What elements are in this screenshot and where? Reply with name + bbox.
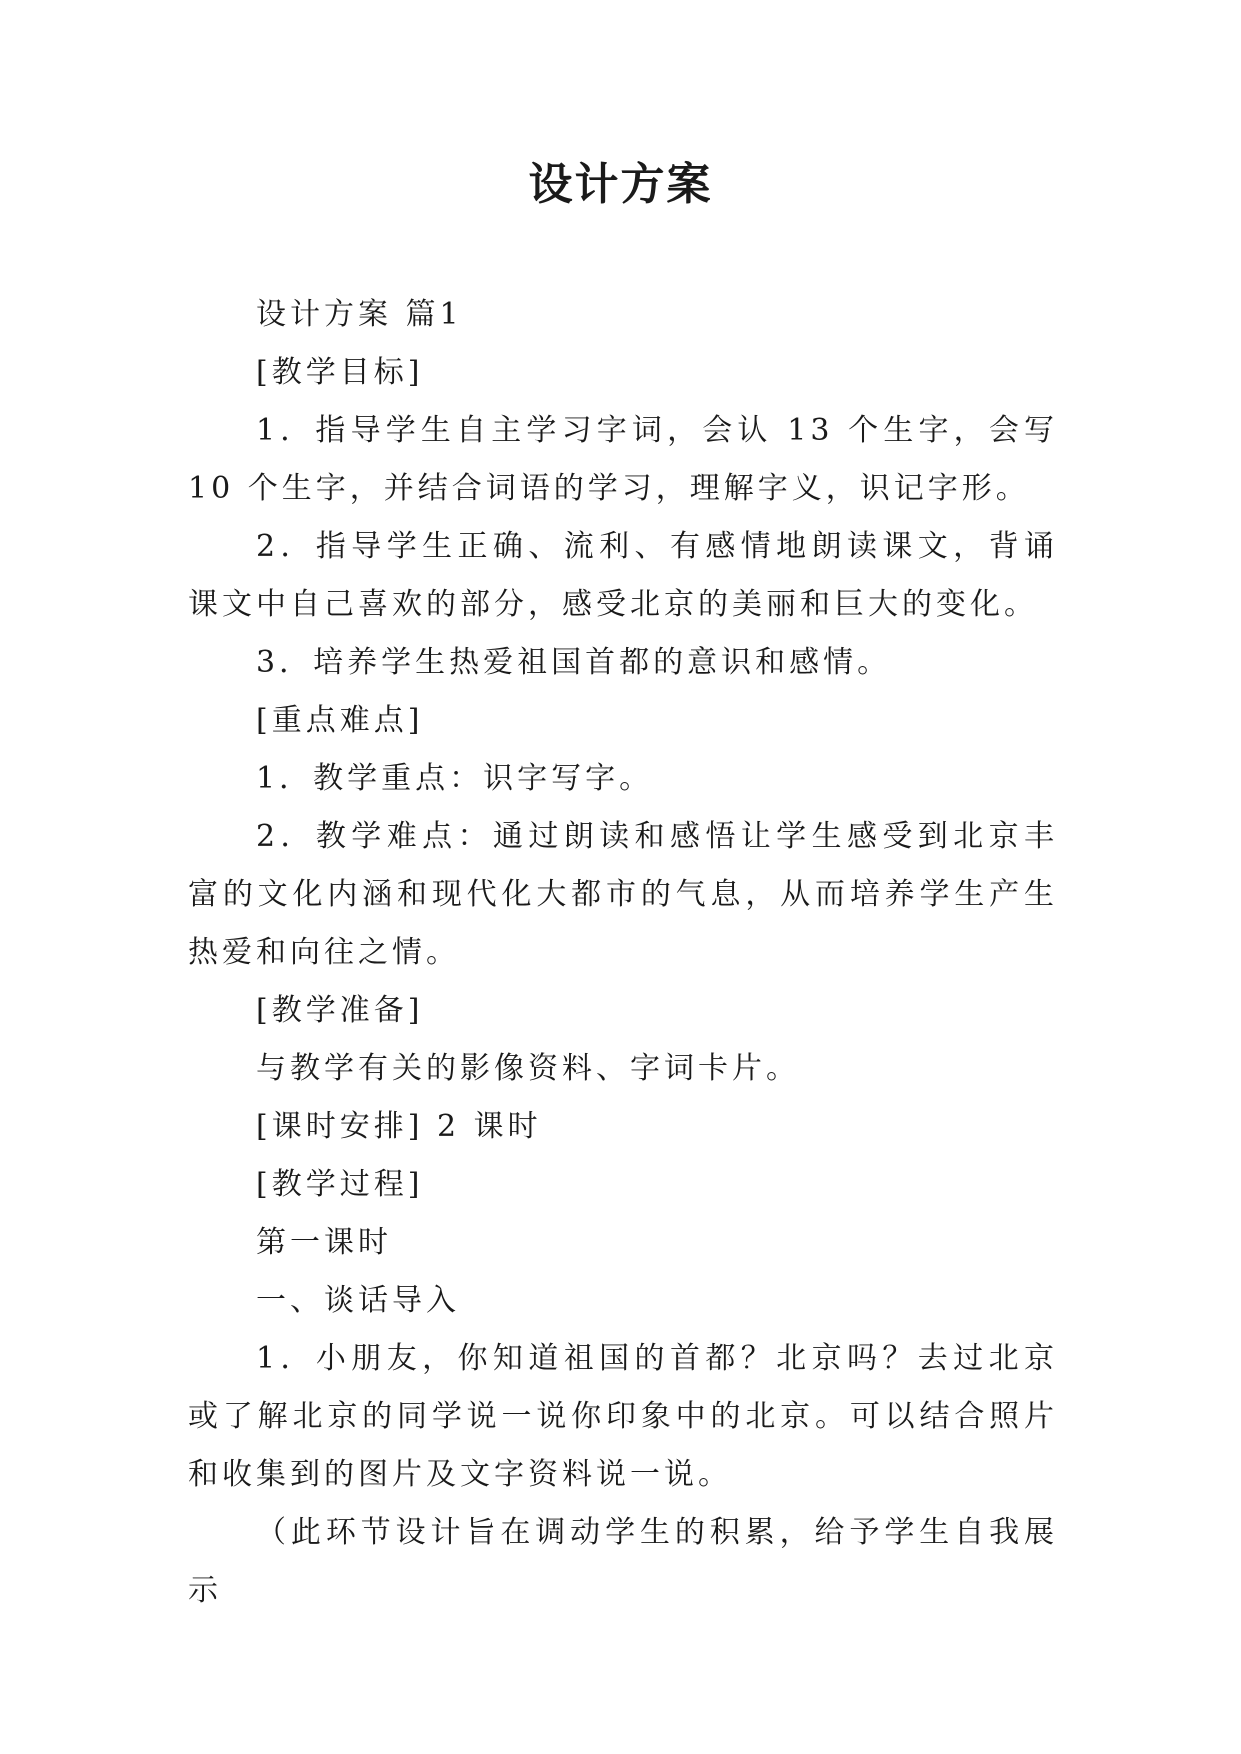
paragraph-intro-note: （此环节设计旨在调动学生的积累，给予学生自我展示 <box>188 1515 1058 1608</box>
paragraph-section-heading: 设计方案 篇1 <box>256 297 463 332</box>
paragraph-preparation-label: [教学准备] <box>256 993 424 1028</box>
paragraph-goal-3: 3．培养学生热爱祖国首都的意识和感情。 <box>256 645 892 680</box>
paragraph-schedule: [课时安排] 2 课时 <box>256 1109 542 1144</box>
document-title: 设计方案 <box>528 159 713 210</box>
paragraph-key-point-2: 2．教学难点：通过朗读和感悟让学生感受到北京丰富的文化内涵和现代化大都市的气息，从而培养学生产生热爱和向往之情。 <box>188 819 1058 970</box>
paragraph-goal-1: 1．指导学生自主学习字词，会认 13 个生字，会写 10 个生字，并结合词语的学习，理解字义，识记字形。 <box>188 413 1058 506</box>
paragraph-preparation: 与教学有关的影像资料、字词卡片。 <box>256 1051 800 1086</box>
paragraph-intro-1: 1．小朋友，你知道祖国的首都？北京吗？去过北京或了解北京的同学说一说你印象中的北京。可以结合照片和收集到的图片及文字资料说一说。 <box>188 1341 1058 1492</box>
paragraph-key-points-label: [重点难点] <box>256 703 424 738</box>
paragraph-key-point-1: 1．教学重点：识字写字。 <box>256 761 654 796</box>
paragraph-goal-2: 2．指导学生正确、流利、有感情地朗读课文，背诵课文中自己喜欢的部分，感受北京的美丽和巨大的变化。 <box>188 529 1058 622</box>
document-body <box>188 286 1058 1620</box>
paragraph-first-lesson: 第一课时 <box>256 1225 392 1260</box>
paragraph-teaching-goals-label: [教学目标] <box>256 355 424 390</box>
paragraph-process-label: [教学过程] <box>256 1167 424 1202</box>
paragraph-intro-heading: 一、谈话导入 <box>256 1283 460 1318</box>
